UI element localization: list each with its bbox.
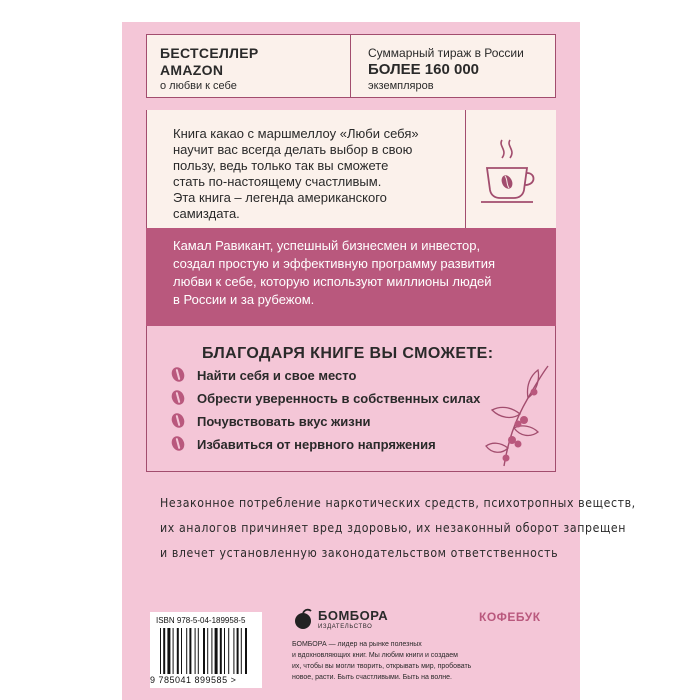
health-warning-line: и влечет установленную законодательством ответственность [160, 545, 559, 561]
author-line: в России и за рубежом. [173, 292, 315, 307]
intro-line: Книга какао с маршмеллоу «Люби себя» [173, 126, 419, 141]
publisher-subtitle: ИЗДАТЕЛЬСТВО [318, 624, 373, 630]
bestseller-subtitle: о любви к себе [160, 80, 237, 92]
benefits-heading: БЛАГОДАРЯ КНИГЕ ВЫ СМОЖЕТЕ: [202, 345, 494, 362]
intro-line: Эта книга – легенда американского [173, 190, 387, 205]
author-line: создал простую и эффективную программу развития [173, 256, 496, 271]
circulation-value: БОЛЕЕ 160 000 [368, 61, 479, 78]
publisher-tagline: и вдохновляющих книг. Мы любим книги и создаем [292, 652, 458, 659]
divider [146, 97, 556, 98]
publisher-tagline: новое, расти. Быть счастливыми. Быть на волне. [292, 674, 452, 681]
benefit-item: Найти себя и свое место [197, 368, 357, 383]
barcode-image [160, 628, 256, 674]
publisher-tagline: их, чтобы вы могли творить, открывать мир, пробовать [292, 663, 472, 670]
divider [146, 326, 147, 472]
barcode-digits: 9 785041 899585 > [150, 675, 237, 685]
divider [146, 34, 556, 35]
circulation-label: Суммарный тираж в России [368, 46, 524, 60]
divider [555, 326, 556, 472]
divider [146, 110, 147, 228]
circulation-unit: экземпляров [368, 80, 434, 92]
intro-line: стать по-настоящему счастливым. [173, 174, 382, 189]
intro-line: самиздата. [173, 206, 240, 221]
divider [555, 34, 556, 98]
author-line: Камал Равикант, успешный бизнесмен и инвестор, [173, 238, 481, 253]
divider [146, 471, 556, 472]
health-warning-line: Незаконное потребление наркотических средств, психотропных веществ, [160, 495, 636, 511]
intro-line: пользу, ведь только так вы сможете [173, 158, 389, 173]
intro-line: научит вас всегда делать выбор в свою [173, 142, 413, 157]
bombora-logo-icon [292, 607, 314, 631]
coffee-cup-icon [478, 138, 542, 208]
series-logo: КОФЕБУК [479, 610, 541, 624]
isbn-text: ISBN 978-5-04-189958-5 [156, 616, 246, 625]
amazon-label: AMAZON [160, 62, 224, 78]
benefit-item: Обрести уверенность в собственных силах [197, 391, 481, 406]
benefit-item: Почувствовать вкус жизни [197, 414, 371, 429]
coffee-branch-icon [484, 362, 554, 468]
publisher-name: БОМБОРА [318, 608, 389, 623]
divider [146, 34, 147, 98]
bestseller-label: БЕСТСЕЛЛЕР [160, 45, 259, 61]
publisher-tagline: БОМБОРА — лидер на рынке полезных [292, 641, 422, 648]
top-bar-separator [350, 34, 351, 98]
author-line: любви к себе, которую используют миллионы людей [173, 274, 492, 289]
intro-box-separator [465, 110, 466, 228]
health-warning-line: их аналогов причиняет вред здоровью, их незаконный оборот запрещен [160, 520, 627, 536]
benefit-item: Избавиться от нервного напряжения [197, 437, 436, 452]
